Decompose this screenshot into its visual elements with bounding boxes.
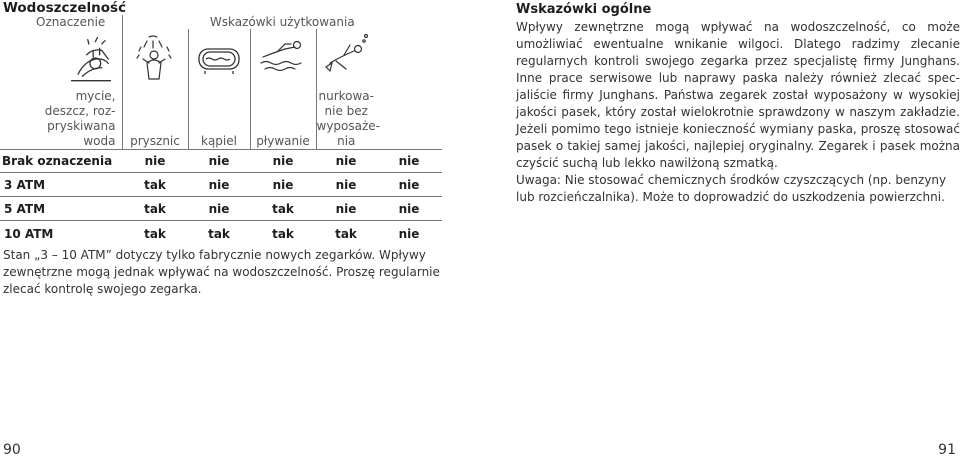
table-cell: nie xyxy=(122,150,188,173)
column-header-usage-tips: Wskazówki użytkowania xyxy=(122,15,442,29)
activity-icon-cell xyxy=(316,29,376,89)
table-cell: tak xyxy=(250,221,316,248)
page-title: Wodoszczelność xyxy=(3,0,127,16)
table-cell: tak xyxy=(122,173,188,197)
general-tips-section xyxy=(516,0,960,206)
table-cell: nie xyxy=(188,173,250,197)
bathtub-icon xyxy=(193,33,245,83)
column-header-marking: Oznaczenie xyxy=(36,15,106,29)
activity-icon-cell xyxy=(122,29,188,89)
activity-label-diving: nurkowa- nie bez wyposaże- nia xyxy=(316,89,380,148)
paragraph: Wpływy zewnętrzne mogą wpływać na wodoszczelność, co może umożliwiać ewentualne wnikanie wilgoci. Dlatego radzimy zlecanie regularnych kontroli swojego zegarka przez specjalistę firmy Junghans. Inne prace serwisowe lub naprawy paska należy również zlecać specjaliście firmy Junghans. Państwa zegarek został wyposażony w wysokiej jakości pasek, który został wielokrotnie sprawdzony w naszym zakładzie. Jeżeli pomimo tego istnieje konieczność wymiany paska, proszę stosować pasek o takiej samej jakości, najlepiej oryginalny. Zegarek i pasek można czyścić suchą lub lekko nawilżoną szmatką. xyxy=(516,20,960,170)
activity-label-bath: kąpiel xyxy=(188,89,250,150)
activity-icon-cell xyxy=(0,29,122,89)
table-cell: tak xyxy=(122,197,188,221)
row-label: 5 ATM xyxy=(0,197,122,221)
table-cell: nie xyxy=(376,173,442,197)
hand-washing-icon xyxy=(61,31,121,85)
table-cell: nie xyxy=(250,173,316,197)
table-cell: tak xyxy=(122,221,188,248)
table-cell: tak xyxy=(188,221,250,248)
row-label: Brak oznaczenia xyxy=(0,150,122,173)
activity-label-swimming: pływanie xyxy=(250,89,316,150)
section-body xyxy=(516,19,960,206)
table-cell: nie xyxy=(376,221,442,248)
table-row xyxy=(0,173,442,197)
table-cell: nie xyxy=(188,150,250,173)
paragraph: Uwaga: Nie stosować chemicznych środków czyszczących (np. benzyny lub rozcieńczalnika). Może to doprowadzić do uszkodzenia powierzchni. xyxy=(516,173,947,204)
table-cell: nie xyxy=(376,197,442,221)
activity-icon-cell xyxy=(188,29,250,89)
section-heading: Wskazówki ogólne xyxy=(516,2,652,17)
table-cell: nie xyxy=(376,150,442,173)
activity-label-washing: mycie, deszcz, roz- pryskiwana woda xyxy=(44,89,116,148)
row-label: 3 ATM xyxy=(0,173,122,197)
table-row xyxy=(0,221,442,248)
atm-validity-note: Stan „3 – 10 ATM” dotyczy tylko fabrycznie nowych zegarków. Wpływy zewnętrzne mogą jednak wpływać na wodoszczelność. Proszę regularnie zlecać kontrolę swojego zegarka. xyxy=(3,248,440,296)
table-cell: nie xyxy=(316,150,376,173)
table-cell: tak xyxy=(250,197,316,221)
diver-icon xyxy=(320,33,372,83)
table-cell: tak xyxy=(316,221,376,248)
table-cell: nie xyxy=(250,150,316,173)
page-number-left: 90 xyxy=(3,442,21,458)
swimmer-icon xyxy=(257,33,309,83)
table-row xyxy=(0,197,442,221)
shower-icon xyxy=(129,33,181,83)
table-row xyxy=(0,150,442,173)
page-number-right: 91 xyxy=(938,442,956,458)
activity-label-shower: prysznic xyxy=(122,89,188,150)
table-cell: nie xyxy=(188,197,250,221)
row-label: 10 ATM xyxy=(0,221,122,248)
table-cell: nie xyxy=(316,197,376,221)
activity-icon-cell xyxy=(250,29,316,89)
water-resistance-table xyxy=(0,15,442,247)
table-cell: nie xyxy=(316,173,376,197)
